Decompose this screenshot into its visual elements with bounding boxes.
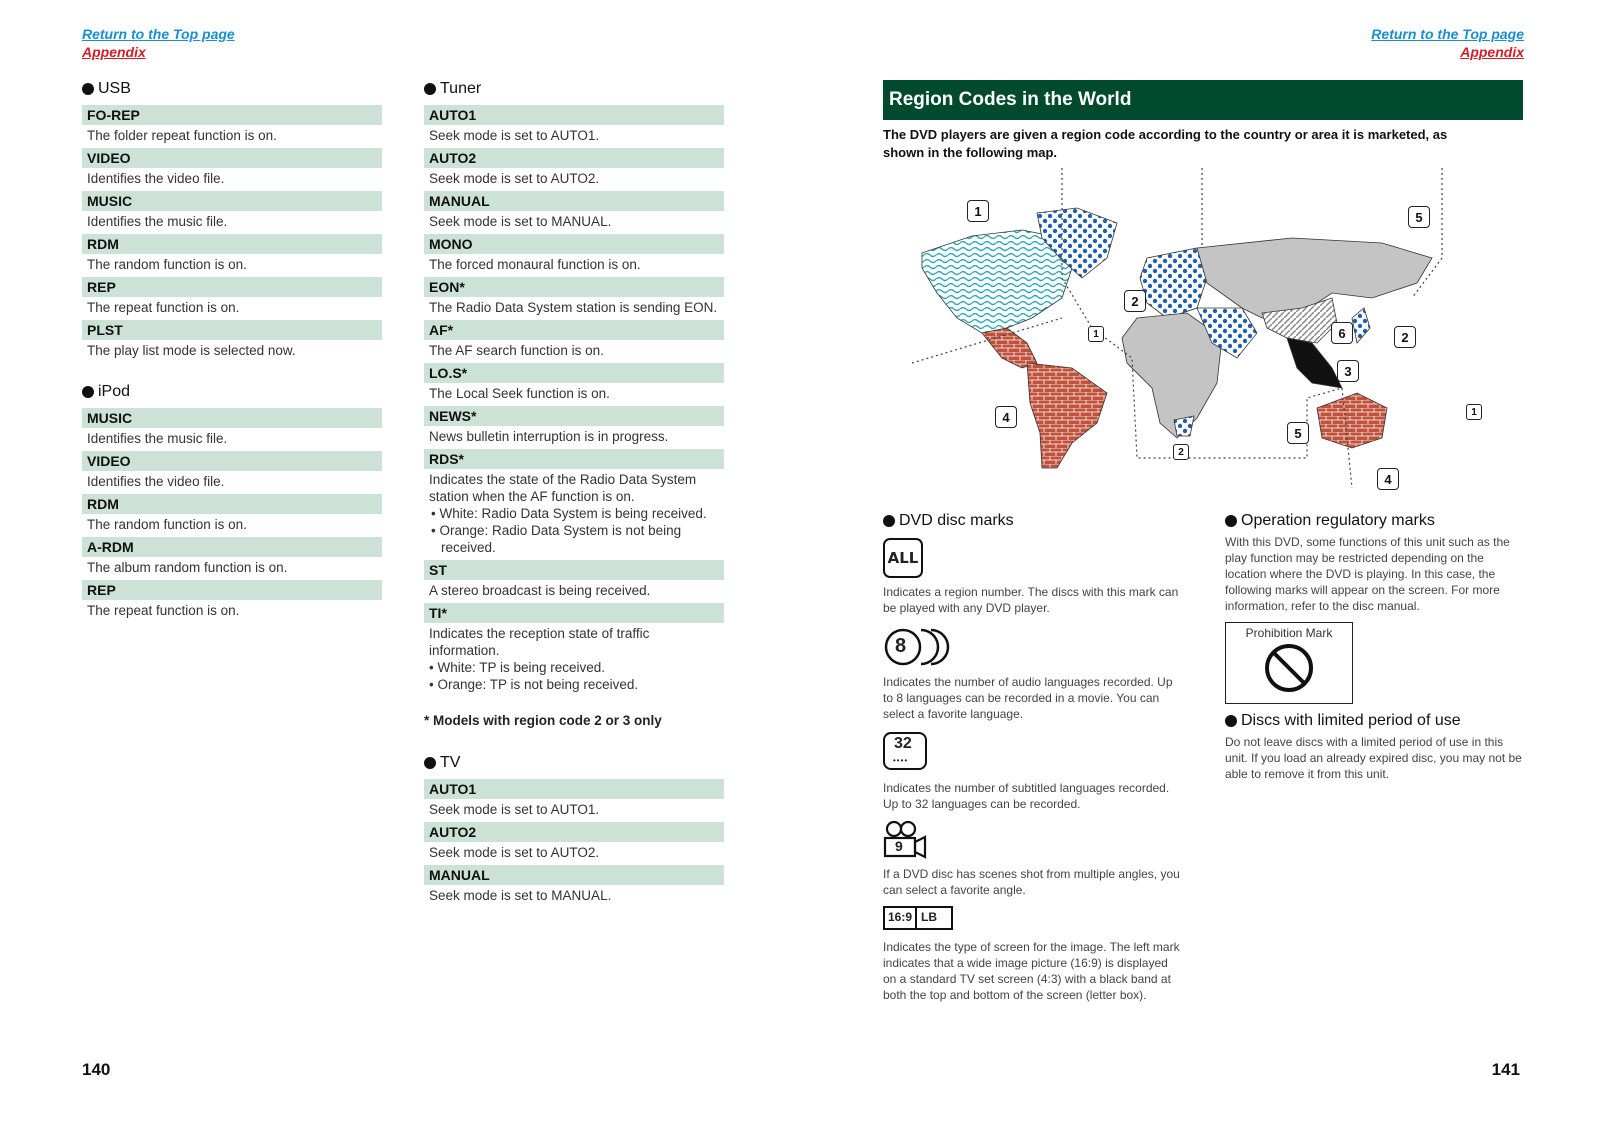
list-item-desc: Identifies the music file. (87, 214, 228, 229)
list-item-label: VIDEO (82, 451, 382, 471)
disc-marks-section (883, 512, 1183, 1003)
limited-heading: Discs with limited period of use (1225, 712, 1525, 730)
list-item-desc: Seek mode is set to AUTO2. (429, 845, 600, 860)
list-item-desc: The play list mode is selected now. (87, 343, 296, 358)
list-item-desc: The repeat function is on. (87, 300, 240, 315)
list-item-desc: Identifies the music file. (87, 431, 228, 446)
audio-discs-icon (883, 626, 953, 668)
list-item-label: MUSIC (82, 191, 382, 211)
screen-icon: 16:9 LB (883, 906, 953, 930)
ti-desc: Indicates the reception state of traffic information. • White: TP is being received. • Orange: TP is not being received. (429, 626, 650, 692)
limited-desc: Do not leave discs with a limited period of use in this unit. If you load an already expired disc, you may not be able to remove it from this unit. (1225, 735, 1522, 781)
list-item-desc: The Radio Data System station is sending EON. (429, 300, 718, 315)
list-item-label: LO.S* (424, 363, 724, 383)
usb-section (82, 80, 382, 623)
list-item-label: MANUAL (424, 865, 724, 885)
list-item-label: PLST (82, 320, 382, 340)
list-item-label: NEWS* (424, 406, 724, 426)
region-title: Region Codes in the World (883, 80, 1523, 120)
list-item-label: RDS* (424, 449, 724, 469)
tuner-section (424, 80, 724, 908)
right-nav (1371, 26, 1524, 60)
operation-heading: Operation regulatory marks (1225, 512, 1525, 530)
list-item-label: REP (82, 580, 382, 600)
list-item-label: AF* (424, 320, 724, 340)
region-label: 6 (1331, 322, 1353, 344)
left-nav (82, 26, 235, 60)
tv-heading: TV (424, 754, 724, 772)
region-label: 1 (967, 200, 989, 222)
region-label: 5 (1287, 422, 1309, 444)
region-label: 2 (1173, 444, 1189, 460)
bullet-icon (424, 83, 436, 95)
south-america-shape (1027, 363, 1107, 468)
list-item-label: RDM (82, 234, 382, 254)
prohibition-icon (1263, 642, 1315, 694)
ipod-heading: iPod (82, 383, 382, 401)
se-asia-shape (1287, 338, 1342, 388)
subtitle-desc: Indicates the number of subtitled languages recorded. Up to 32 languages can be recorded. (883, 781, 1170, 811)
disc-marks-heading: DVD disc marks (883, 512, 1183, 530)
operation-desc: With this DVD, some functions of this unit such as the play function may be restricted depending on the location where the DVD is playing. In this case, the following marks will appear on the screen. For more information, refer to the disc manual. (1225, 535, 1510, 613)
list-item-desc: The AF search function is on. (429, 343, 604, 358)
list-item-desc: The forced monaural function is on. (429, 257, 641, 272)
region-section (883, 80, 1523, 162)
list-item-desc: Seek mode is set to AUTO2. (429, 171, 600, 186)
list-item-label: MUSIC (82, 408, 382, 428)
all-region-icon: ALL (883, 538, 923, 578)
list-item-desc: Identifies the video file. (87, 474, 225, 489)
all-region-desc: Indicates a region number. The discs with this mark can be played with any DVD player. (883, 585, 1179, 615)
bullet-icon (424, 757, 436, 769)
footnote: * Models with region code 2 or 3 only (424, 713, 662, 728)
tuner-list (424, 105, 724, 449)
usb-list (82, 105, 382, 363)
list-item-desc: News bulletin interruption is in progress. (429, 429, 669, 444)
list-item-label: AUTO2 (424, 822, 724, 842)
page-number-left: 140 (82, 1060, 111, 1079)
list-item-label: MONO (424, 234, 724, 254)
region-label: 4 (995, 406, 1017, 428)
prohibition-box (1225, 622, 1353, 704)
audio-desc: Indicates the number of audio languages recorded. Up to 8 languages can be recorded in a movie. You can select a favorite language. (883, 675, 1173, 721)
list-item-desc: The random function is on. (87, 517, 247, 532)
list-item-desc: Seek mode is set to MANUAL. (429, 214, 612, 229)
list-item-desc: The Local Seek function is on. (429, 386, 610, 401)
region-label: 3 (1337, 360, 1359, 382)
appendix-link-right[interactable]: Appendix (1460, 44, 1524, 60)
appendix-link-left[interactable]: Appendix (82, 44, 146, 60)
bullet-icon (1225, 715, 1237, 727)
screen-desc: Indicates the type of screen for the image. The left mark indicates that a wide image picture (16:9) is displayed on a standard TV set screen (4:3) with a black band at both the top and bottom of the screen (letter box). (883, 940, 1180, 1002)
list-item-label: AUTO1 (424, 105, 724, 125)
region-label: 2 (1124, 290, 1146, 312)
list-item-desc: Identifies the video file. (87, 171, 225, 186)
angle-desc: If a DVD disc has scenes shot from multiple angles, you can select a favorite angle. (883, 867, 1180, 897)
subtitle-icon: 32 •••• (883, 732, 927, 770)
list-item-desc: Seek mode is set to AUTO1. (429, 128, 600, 143)
south-africa-shape (1174, 416, 1194, 436)
list-item-desc: The folder repeat function is on. (87, 128, 277, 143)
list-item-label: A-RDM (82, 537, 382, 557)
region-label: 4 (1377, 468, 1399, 490)
list-item-label: EON* (424, 277, 724, 297)
region-label: 1 (1088, 326, 1104, 342)
tuner-heading: Tuner (424, 80, 724, 98)
list-item-label: AUTO2 (424, 148, 724, 168)
region-label: 1 (1466, 404, 1482, 420)
list-item-label: ST (424, 560, 724, 580)
prohibition-label: Prohibition Mark (1245, 626, 1333, 640)
list-item-label: RDM (82, 494, 382, 514)
ipod-list (82, 408, 382, 623)
return-top-link-left[interactable]: Return to the Top page (82, 26, 235, 42)
australia-shape (1317, 393, 1387, 448)
angle-icon: 9 (883, 820, 929, 860)
operation-section (1225, 512, 1525, 782)
list-item-label: AUTO1 (424, 779, 724, 799)
japan-shape (1352, 308, 1370, 343)
usb-heading: USB (82, 80, 382, 98)
page-number-right: 141 (1491, 1060, 1520, 1079)
bullet-icon (82, 83, 94, 95)
list-item-label: MANUAL (424, 191, 724, 211)
region-intro: The DVD players are given a region code according to the country or area it is marketed, as shown in the following map. (883, 127, 1448, 160)
tv-list (424, 779, 724, 908)
list-item-label: TI* (424, 603, 724, 623)
bullet-icon (82, 386, 94, 398)
list-item-desc: A stereo broadcast is being received. (429, 583, 651, 598)
list-item-desc: The repeat function is on. (87, 603, 240, 618)
list-item-desc: Seek mode is set to MANUAL. (429, 888, 612, 903)
bullet-icon (1225, 515, 1237, 527)
list-item-desc: The random function is on. (87, 257, 247, 272)
bullet-icon (883, 515, 895, 527)
region-label: 2 (1394, 326, 1416, 348)
list-item-label: REP (82, 277, 382, 297)
list-item-desc: The album random function is on. (87, 560, 288, 575)
list-item-label: FO-REP (82, 105, 382, 125)
audio-icon: 8 (883, 626, 1183, 668)
region-label: 5 (1408, 206, 1430, 228)
return-top-link-right[interactable]: Return to the Top page (1371, 26, 1524, 42)
europe-shape (1140, 248, 1207, 318)
list-item-label: VIDEO (82, 148, 382, 168)
list-item-desc: Seek mode is set to AUTO1. (429, 802, 600, 817)
camera-icon (883, 820, 929, 860)
rds-desc: Indicates the state of the Radio Data System station when the AF function is on. • White: Radio Data System is being received. • Orange: Radio Data System is not being received. (429, 472, 707, 555)
